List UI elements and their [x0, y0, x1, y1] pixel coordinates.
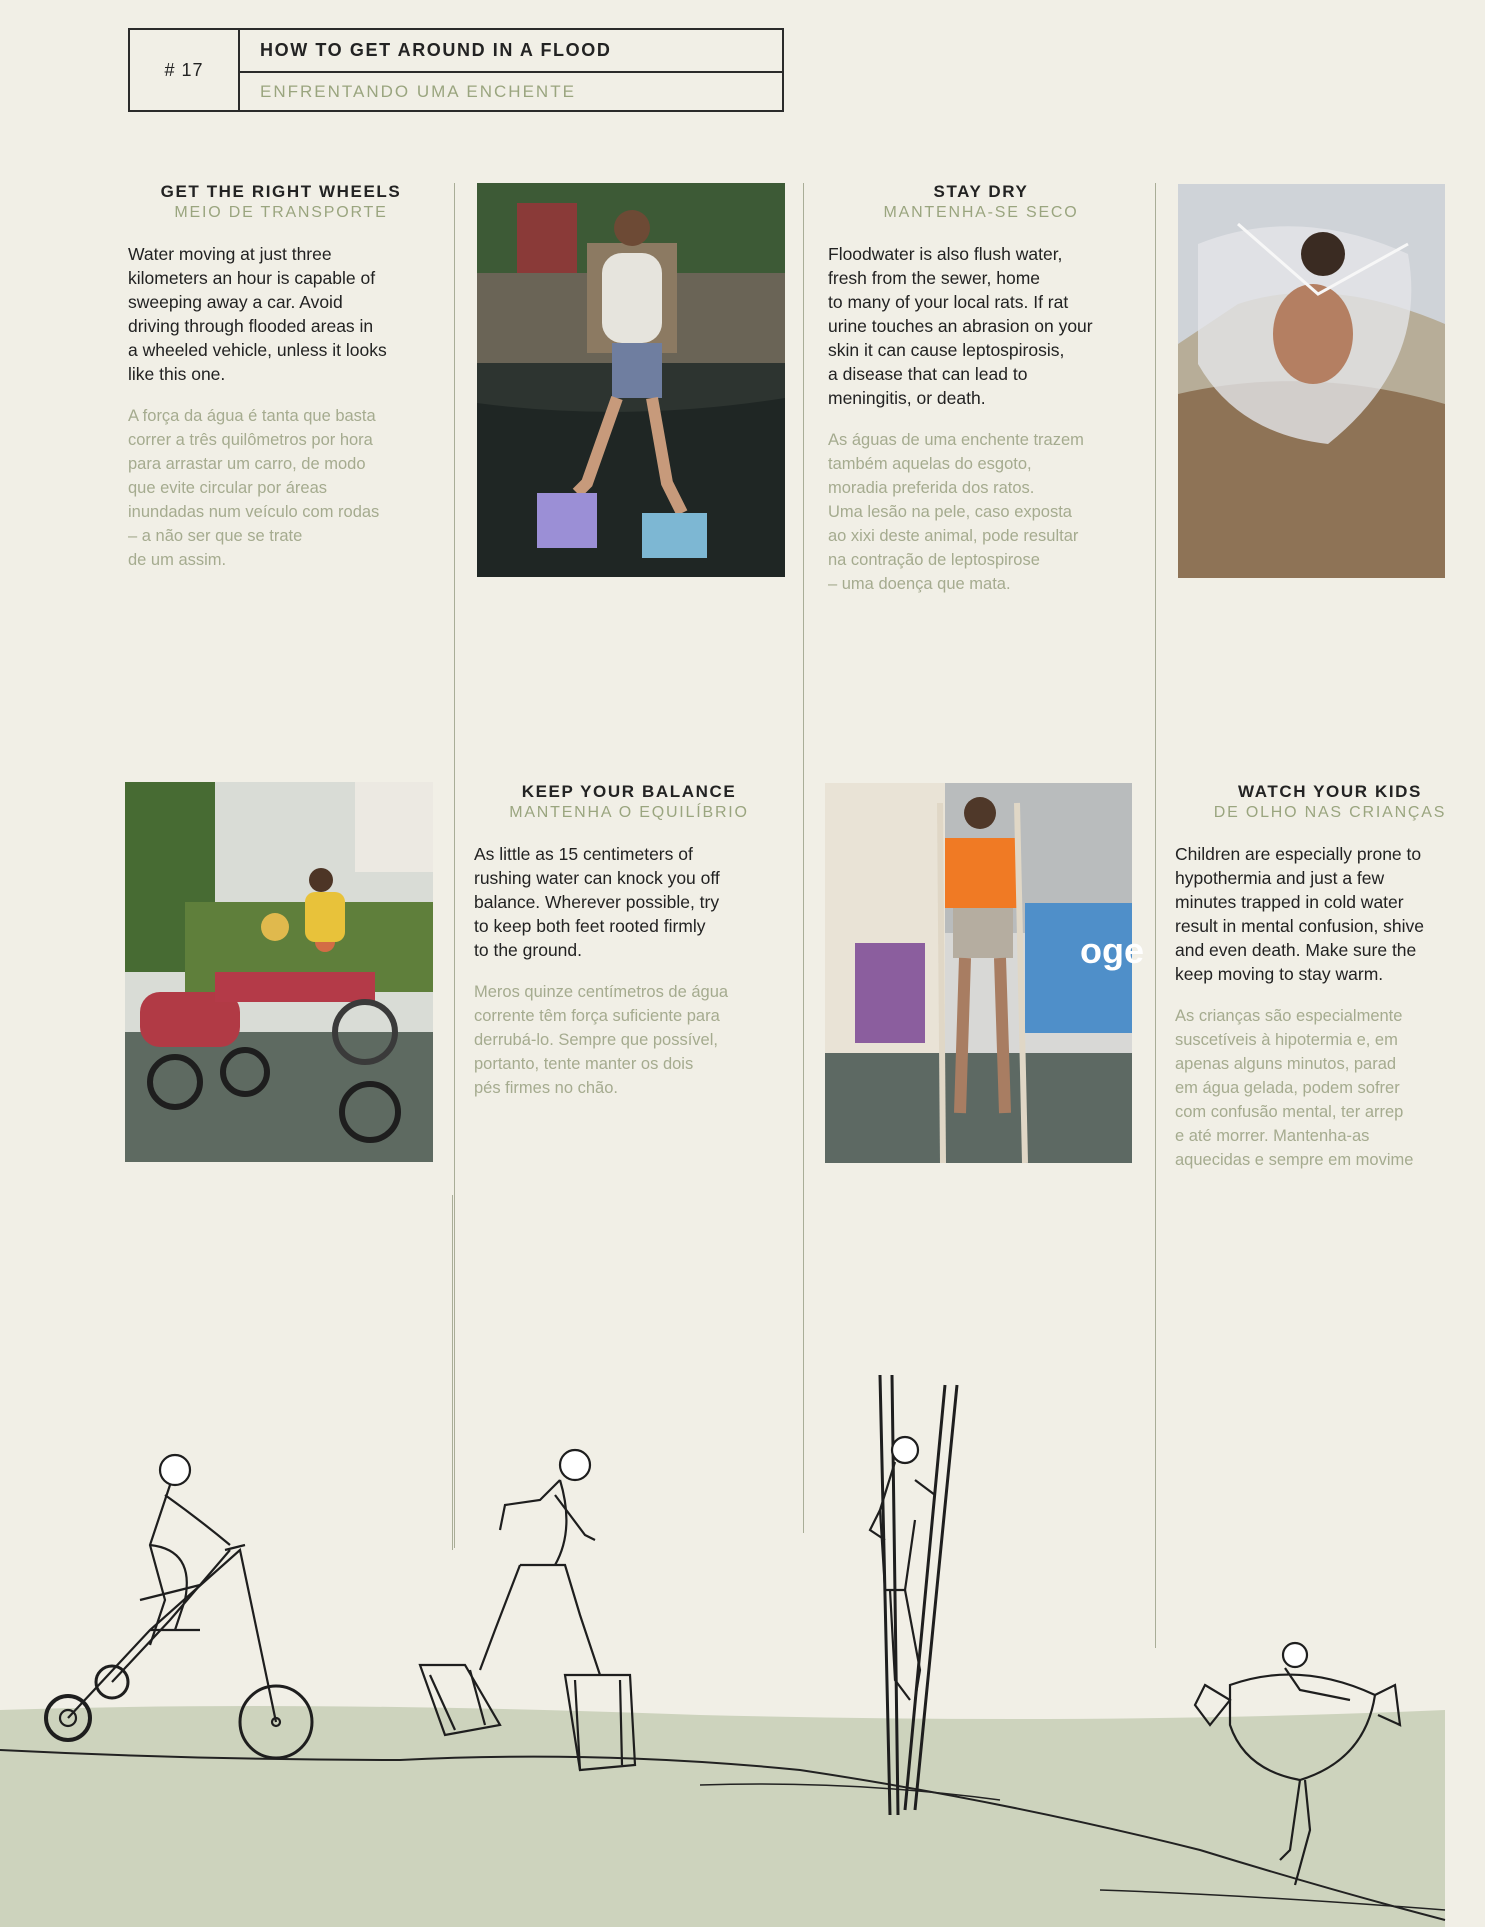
photo-stool-walker: [477, 183, 785, 577]
section-stay-dry: [828, 182, 1134, 596]
section-body-en: Children are especially prone to hypothermia and just a few minutes trapped in cold water result in mental confusion, shive and even death. Make sure the keep moving to stay warm.: [1175, 844, 1425, 984]
photo-child-plastic-bag: [1178, 184, 1445, 578]
section-title-pt: MEIO DE TRANSPORTE: [174, 204, 388, 221]
section-title-en: GET THE RIGHT WHEELS: [160, 182, 402, 201]
section-title-en: STAY DRY: [933, 182, 1029, 201]
section-body-en: Floodwater is also flush water, fresh from the sewer, home to many of your local rats. If rat urine touches an abrasion on your skin it can cause leptospirosis, a disease that can lead to meningitis, or death.: [828, 244, 1093, 408]
section-body-en: Water moving at just three kilometers an hour is capable of sweeping away a car. Avoid driving through flooded areas in a wheeled vehicle, unless it looks like this one.: [128, 244, 387, 384]
section-watch-kids: [1175, 782, 1485, 1172]
section-right-wheels: [128, 182, 434, 572]
section-title-pt: DE OLHO NAS CRIANÇAS: [1213, 804, 1447, 821]
store-sign-text: oge: [1080, 930, 1145, 971]
article-header: [128, 28, 784, 112]
photo-stilts: [825, 783, 1145, 1163]
section-body-pt: As crianças são especialmente suscetíveis à hipotermia e, em apenas alguns minutos, parad em água gelada, podem sofrer com confusão mental, ter arrep e até morrer. Mantenha-as aquecidas e sempre em movime: [1175, 1007, 1414, 1169]
section-body-en: As little as 15 centimeters of rushing water can knock you off balance. Wherever possible, try to keep both feet rooted firmly to the ground.: [474, 844, 720, 960]
photo-tricycle: [125, 782, 433, 1162]
section-body-pt: As águas de uma enchente trazem também aquelas do esgoto, moradia preferida dos ratos. Uma lesão na pele, caso exposta ao xixi deste animal, pode resultar na contração de leptospirose – uma doença que mata.: [828, 431, 1084, 593]
section-title-pt: MANTENHA O EQUILÍBRIO: [509, 804, 749, 821]
section-body-pt: A força da água é tanta que basta correr a três quilômetros por hora para arrastar um carro, de modo que evite circular por áreas inundadas num veículo com rodas – a não ser que se trate de um assim.: [128, 407, 380, 569]
article-title-en: HOW TO GET AROUND IN A FLOOD: [238, 30, 782, 73]
flood-illustration: [0, 1330, 1445, 1927]
section-title-en: WATCH YOUR KIDS: [1238, 782, 1422, 801]
section-title-pt: MANTENHA-SE SECO: [883, 204, 1079, 221]
article-number: # 17: [130, 30, 240, 110]
section-body-pt: Meros quinze centímetros de água corrente têm força suficiente para derrubá-lo. Sempre que possível, portanto, tente manter os dois pés firmes no chão.: [474, 983, 729, 1097]
section-keep-balance: [474, 782, 784, 1100]
article-title-pt: ENFRENTANDO UMA ENCHENTE: [260, 81, 576, 101]
section-title-en: KEEP YOUR BALANCE: [521, 782, 737, 801]
